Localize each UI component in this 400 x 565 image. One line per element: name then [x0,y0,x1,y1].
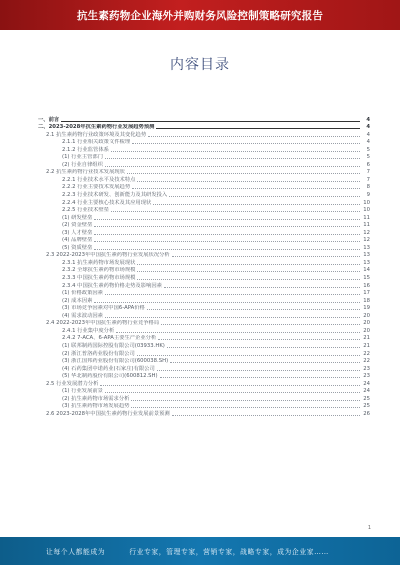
toc-entry-label: 2.3 2022-2023年中国抗生素药物行业发展状况分析 [46,252,170,259]
toc-leader-dots [137,181,360,182]
toc-entry[interactable] [38,388,370,396]
toc-entry-page: 16 [363,282,370,289]
toc-entry-page: 24 [363,388,370,395]
toc-entry-page: 22 [363,350,370,357]
toc-heading: 内容目录 [170,57,230,73]
report-header-bar [0,0,400,30]
toc-leader-dots [164,287,360,288]
toc-leader-dots [94,219,360,220]
toc-leader-dots [160,377,360,378]
toc-leader-dots [157,370,360,371]
toc-leader-dots [172,415,360,416]
toc-entry[interactable] [38,207,370,215]
toc-entry[interactable] [38,191,370,199]
toc-leader-dots [158,339,360,340]
toc-entry-label: (2) 行业自律组织 [62,161,103,168]
toc-entry-page: 4 [366,131,370,138]
toc-entry[interactable] [38,176,370,184]
toc-entry[interactable] [38,184,370,192]
toc-entry[interactable] [38,222,370,230]
toc-entry-page: 4 [366,124,370,131]
toc-entry-page: 23 [363,373,370,380]
toc-leader-dots [147,309,360,310]
toc-entry-label: 2.1 抗生素药物行业政策环境及其变化趋势 [46,131,147,138]
toc-entry[interactable] [38,297,370,305]
toc-entry-page: 25 [363,403,370,410]
toc-leader-dots [61,121,360,122]
toc-entry-page: 21 [363,335,370,342]
toc-leader-dots [94,241,360,242]
toc-entry-label: (5) 资质壁垒 [62,244,93,251]
toc-entry-page: 13 [363,252,370,259]
toc-entry[interactable] [38,131,370,139]
toc-leader-dots [132,188,360,189]
toc-entry-label: (1) 行业发展前景 [62,388,103,395]
toc-entry-page: 7 [366,176,370,183]
toc-leader-dots [131,407,360,408]
toc-entry[interactable] [38,335,370,343]
toc-entry-label: 2.2.1 行业技术水平及技术特点 [62,176,136,183]
toc-entry[interactable] [38,305,370,313]
toc-entry[interactable] [38,358,370,366]
toc-entry-label: 2.2.4 行业主要核心技术及其应用现状 [62,199,152,206]
toc-entry[interactable] [38,410,370,418]
toc-entry[interactable] [38,312,370,320]
footer-slogan: 行业专家，管理专家，营销专家，战略专家，成为企业家…… [129,548,329,556]
toc-entry[interactable] [38,154,370,162]
toc-entry-page: 9 [366,192,370,199]
toc-entry[interactable] [38,342,370,350]
toc-leader-dots [167,347,360,348]
toc-entry-page: 26 [363,410,370,417]
toc-leader-dots [105,317,360,318]
toc-entry-page: 23 [363,365,370,372]
toc-leader-dots [105,392,360,393]
toc-entry[interactable] [38,161,370,169]
toc-entry[interactable] [38,116,370,124]
toc-entry-page: 7 [366,169,370,176]
toc-leader-dots [137,355,360,356]
toc-entry[interactable] [38,214,370,222]
toc-entry[interactable] [38,365,370,373]
toc-entry[interactable] [38,320,370,328]
toc-entry-label: 2.1.2 行业监管体系 [62,146,109,153]
toc-entry[interactable] [38,350,370,358]
toc-entry[interactable] [38,327,370,335]
toc-entry[interactable] [38,244,370,252]
toc-entry-page: 22 [363,358,370,365]
toc-leader-dots [156,128,360,129]
toc-leader-dots [127,173,360,174]
toc-entry-page: 4 [366,139,370,146]
toc-leader-dots [94,249,360,250]
toc-entry-label: 2.3.1 抗生素药物市场发展现状 [62,259,136,266]
toc-entry-label: 二、2023-2028年抗生素药物行业发展趋势预测 [38,124,155,131]
toc-entry-label: 2.1.1 行业相关政策文件梳理 [62,139,131,146]
toc-leader-dots [105,158,360,159]
toc-entry-label: (1) 研发壁垒 [62,214,93,221]
toc-entry-label: (3) 浙江国邦药业股份有限公司(600038.SH) [62,358,169,365]
page-number: 1 [367,525,371,531]
toc-leader-dots [172,256,360,257]
toc-entry[interactable] [38,146,370,154]
toc-entry[interactable] [38,395,370,403]
toc-entry-label: 2.4.1 行业集中度分析 [62,327,115,334]
toc-leader-dots [94,234,360,235]
toc-leader-dots [137,271,360,272]
toc-entry-page: 12 [363,229,370,236]
toc-entry-page: 13 [363,244,370,251]
toc-entry-page: 10 [363,207,370,214]
toc-entry-page: 14 [363,267,370,274]
report-title: 抗生素药物企业海外并购财务风险控制策略研究报告 [76,9,324,22]
toc-leader-dots [105,294,360,295]
toc-entry-page: 25 [363,395,370,402]
toc-entry-label: (2) 资金壁垒 [62,222,93,229]
toc-entry[interactable] [38,252,370,260]
toc-entry-page: 11 [363,214,370,221]
toc-leader-dots [94,302,360,303]
footer-bar [0,537,400,565]
toc-entry-label: (4) 石药集团中诺药业(石家庄)有限公司 [62,365,155,372]
toc-entry-label: (3) 人才壁垒 [62,229,93,236]
toc-entry-label: 2.5 行业发展潜力分析 [46,380,99,387]
toc-entry[interactable] [38,274,370,282]
toc-entry[interactable] [38,169,370,177]
toc-entry-label: 2.3.3 中国抗生素药物市场规模 [62,275,136,282]
toc-entry-page: 21 [363,342,370,349]
toc-entry[interactable] [38,403,370,411]
toc-leader-dots [132,143,360,144]
toc-entry[interactable] [38,380,370,388]
toc-entry-page: 17 [363,290,370,297]
toc-entry-label: 2.4 2022-2023年中国抗生素药物行业竞争格局 [46,320,160,327]
toc-entry-label: (5) 华北制药股份有限公司(600812.SH) [62,373,158,380]
toc-entry-page: 20 [363,327,370,334]
toc-entry[interactable] [38,373,370,381]
toc-entry-label: (1) 价格政策因素 [62,290,103,297]
toc-entry-label: (2) 成本因素 [62,297,93,304]
toc-leader-dots [100,385,360,386]
toc-entry-label: 一、前言 [38,116,60,123]
toc-entry-label: 2.2.2 行业主要技术发展趋势 [62,184,131,191]
toc-entry[interactable] [38,282,370,290]
toc-entry-label: (1) 行业主管部门 [62,154,103,161]
document-page [15,30,385,537]
toc-leader-dots [131,400,360,401]
toc-leader-dots [105,166,360,167]
toc-leader-dots [116,332,360,333]
toc-entry-page: 12 [363,237,370,244]
toc-leader-dots [170,362,360,363]
toc-entry-page: 20 [363,320,370,327]
toc-leader-dots [137,264,360,265]
toc-entry[interactable] [38,229,370,237]
toc-leader-dots [94,226,360,227]
toc-entry-page: 20 [363,312,370,319]
toc-entry-page: 6 [366,161,370,168]
toc-entry-page: 4 [366,116,370,123]
toc-leader-dots [148,136,360,137]
toc-leader-dots [169,196,360,197]
toc-entry[interactable] [38,267,370,275]
toc-entry-label: 2.6 2023-2028年中国抗生素药物行业发展前景预测 [46,410,170,417]
table-of-contents [38,116,370,418]
toc-entry-label: (2) 抗生素药物市场需求分析 [62,395,130,402]
toc-leader-dots [111,151,360,152]
toc-entry-label: 2.2 抗生素药物行业技术发展现状 [46,169,125,176]
toc-entry-page: 11 [363,222,370,229]
toc-entry-page: 24 [363,380,370,387]
toc-entry[interactable] [38,259,370,267]
toc-entry-label: 2.2.3 行业技术研发、创新能力及其研发投入 [62,192,168,199]
toc-entry-page: 5 [366,154,370,161]
toc-entry-label: (4) 需求波动因素 [62,312,103,319]
toc-entry-page: 10 [363,199,370,206]
toc-entry-label: (3) 抗生素药物市场发展趋势 [62,403,130,410]
toc-entry-page: 15 [363,275,370,282]
toc-entry-label: 2.3.4 中国抗生素药物价格走势及影响因素 [62,282,162,289]
toc-leader-dots [111,211,360,212]
toc-entry-label: (4) 品牌壁垒 [62,237,93,244]
toc-entry[interactable] [38,199,370,207]
toc-entry[interactable] [38,124,370,132]
toc-entry-label: (1) 联邦制药国际控股有限公司(03933.HK) [62,342,165,349]
toc-entry-page: 13 [363,259,370,266]
toc-entry-label: 2.3.2 全球抗生素药物市场规模 [62,267,136,274]
toc-entry[interactable] [38,237,370,245]
toc-entry[interactable] [38,290,370,298]
toc-entry-page: 8 [366,184,370,191]
toc-entry-label: (3) 市场竞争因素对中国6-APA价格 [62,305,145,312]
toc-entry-page: 19 [363,305,370,312]
toc-entry-label: 2.4.2 7-ACA、6-APA主要生产企业分析 [62,335,157,342]
toc-entry-label: 2.2.5 行业技术壁垒 [62,207,109,214]
toc-entry-label: (2) 浙江普洛药业股份有限公司 [62,350,135,357]
toc-entry[interactable] [38,139,370,147]
toc-entry-page: 18 [363,297,370,304]
toc-leader-dots [161,324,360,325]
footer-brand-text: 让每个人都能成为 [46,548,106,556]
toc-entry-page: 5 [366,146,370,153]
toc-leader-dots [137,279,360,280]
toc-leader-dots [153,204,360,205]
